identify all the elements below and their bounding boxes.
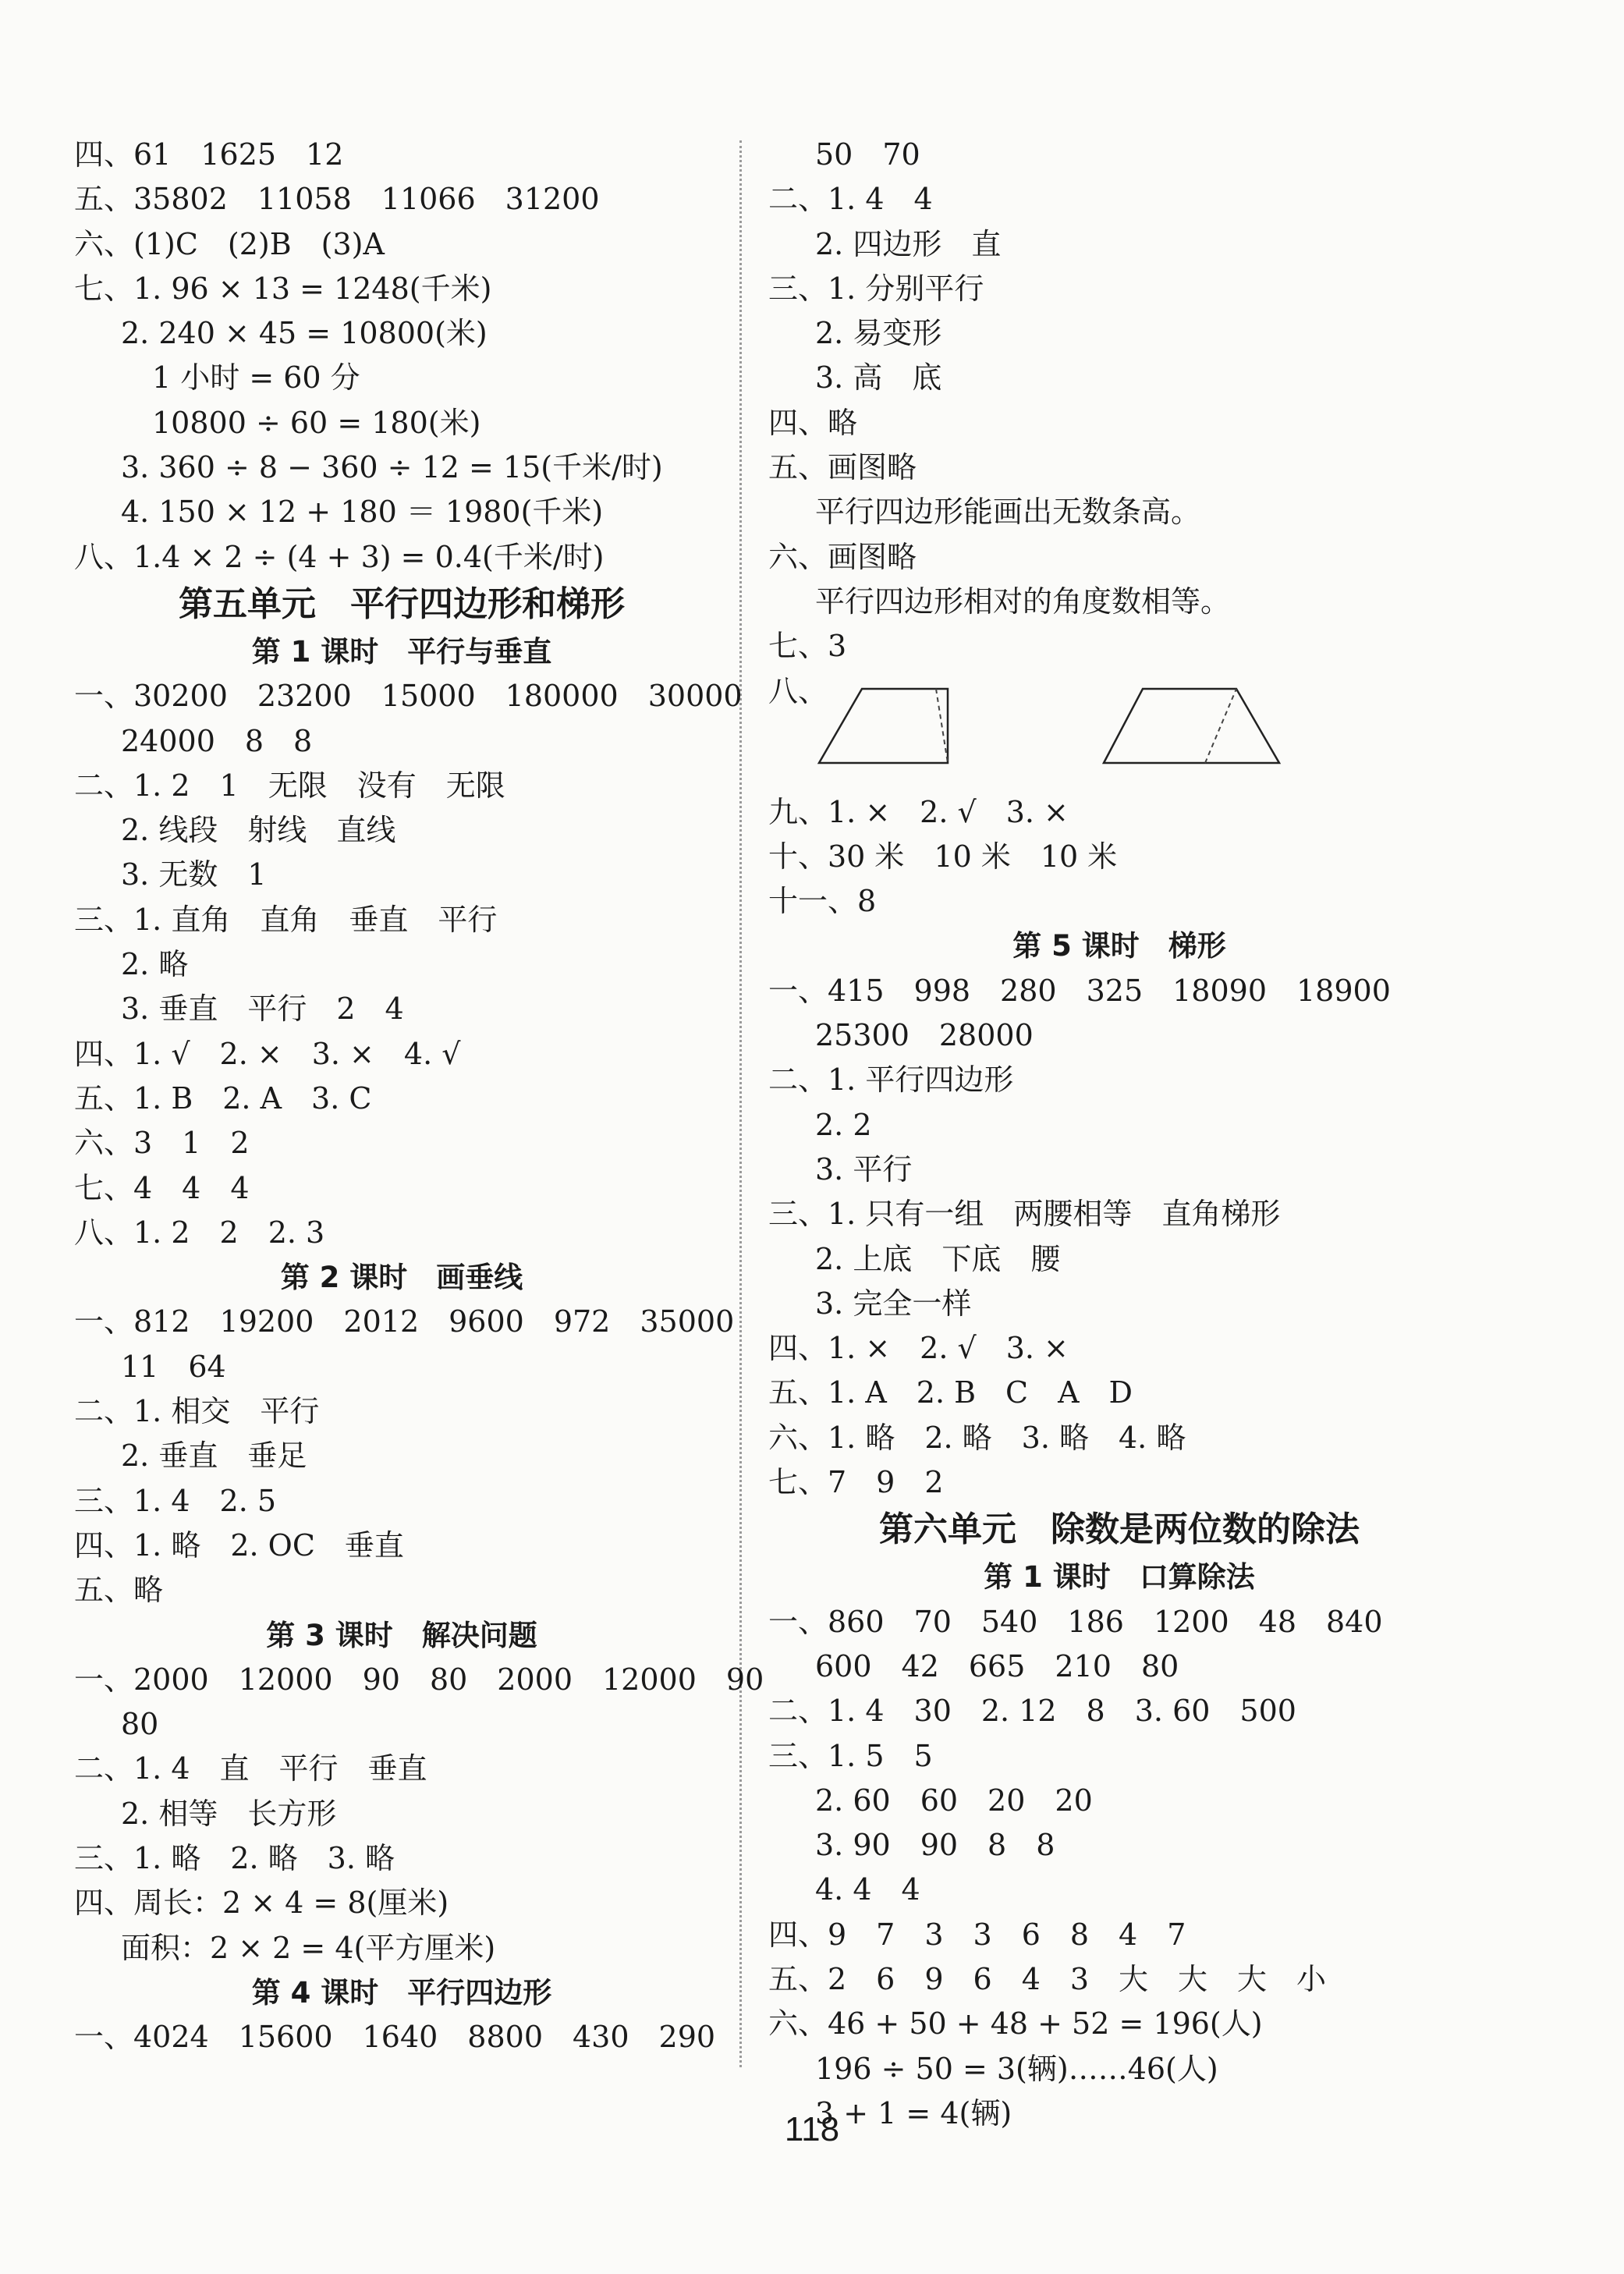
- answer-line: 七、1. 96 × 13 = 1248(千米): [74, 271, 492, 306]
- answer-line: 3. 90 90 8 8: [815, 1828, 1055, 1863]
- answer-line: 十一、8: [768, 884, 877, 919]
- lesson-heading: 第 3 课时 解决问题: [266, 1618, 537, 1652]
- page-number: 118: [784, 2110, 840, 2148]
- answer-line: 1 小时 = 60 分: [152, 360, 360, 396]
- answer-line: 五、1. B 2. A 3. C: [74, 1080, 372, 1116]
- answer-line: 196 ÷ 50 = 3(辆)……46(人): [815, 2051, 1218, 2086]
- answer-line: 一、812 19200 2012 9600 972 35000: [74, 1304, 735, 1339]
- lesson-heading: 第 1 课时 口算除法: [984, 1560, 1255, 1595]
- answer-line: 4. 4 4: [815, 1872, 920, 1907]
- answer-line: 四、61 1625 12: [74, 137, 344, 172]
- left-column: [74, 133, 764, 2059]
- column-divider: [739, 140, 742, 2067]
- answer-line: 一、4024 15600 1640 8800 430 290: [74, 2020, 716, 2055]
- answer-line: 2. 60 60 20 20: [815, 1783, 1093, 1818]
- answer-line: 2. 线段 射线 直线: [121, 813, 396, 848]
- parallelogram-shape: [819, 689, 948, 763]
- answer-line: 2. 相等 长方形: [121, 1796, 337, 1831]
- answer-line: 四、周长：2 × 4 = 8(厘米): [74, 1886, 449, 1921]
- answer-line: 600 42 665 210 80: [815, 1648, 1179, 1683]
- answer-line: 3. 360 ÷ 8 − 360 ÷ 12 = 15(千米/时): [121, 450, 663, 485]
- unit-heading: 第六单元 除数是两位数的除法: [879, 1509, 1360, 1550]
- answer-line: 3. 完全一样: [815, 1286, 972, 1321]
- answer-line: 二、1. 4 直 平行 垂直: [74, 1751, 427, 1786]
- answer-line: 11 64: [121, 1349, 226, 1384]
- answer-line: 八、: [768, 673, 828, 708]
- answer-line: 五、1. A 2. B C A D: [768, 1375, 1133, 1410]
- trapezoid-shape: [1104, 689, 1279, 763]
- answer-line: 五、略: [74, 1573, 164, 1608]
- figure-row: [768, 669, 1470, 790]
- answer-line: 五、35802 11058 11066 31200: [74, 182, 600, 217]
- shapes-figure: [768, 669, 1470, 790]
- answer-line: 二、1. 2 1 无限 没有 无限: [74, 768, 505, 803]
- answer-line: 4. 150 × 12 + 180 ＝ 1980(千米): [121, 495, 604, 530]
- answer-line: 一、2000 12000 90 80 2000 12000 90: [74, 1662, 764, 1697]
- answer-line: 80: [121, 1707, 159, 1742]
- answer-line: 九、1. × 2. √ 3. ×: [768, 794, 1069, 829]
- answer-line: 2. 240 × 45 = 10800(米): [121, 316, 488, 351]
- answer-line: 2. 上底 下底 腰: [815, 1241, 1061, 1276]
- answer-line: 3. 垂直 平行 2 4: [121, 992, 404, 1027]
- answer-line: 四、1. × 2. √ 3. ×: [768, 1331, 1069, 1366]
- answer-line: 三、1. 4 2. 5: [74, 1483, 277, 1518]
- answer-line: 一、860 70 540 186 1200 48 840: [768, 1604, 1383, 1639]
- answer-line: 3. 平行: [815, 1151, 913, 1187]
- answer-line: 四、1. √ 2. × 3. × 4. √: [74, 1036, 461, 1071]
- answer-line: 2. 易变形: [815, 316, 942, 351]
- answer-line: 三、1. 5 5: [768, 1738, 933, 1773]
- answer-line: 八、1. 2 2 2. 3: [74, 1215, 325, 1250]
- answer-line: 2. 四边形 直: [815, 226, 1002, 261]
- answer-line: 2. 垂直 垂足: [121, 1439, 307, 1474]
- answer-line: 3. 高 底: [815, 360, 942, 396]
- answer-line: 八、1.4 × 2 ÷ (4 + 3) = 0.4(千米/时): [74, 539, 605, 574]
- answer-line: 四、略: [768, 405, 858, 440]
- answer-line: 七、3: [768, 629, 847, 664]
- answer-line: 24000 8 8: [121, 723, 313, 758]
- answer-line: 五、画图略: [768, 450, 917, 485]
- answer-line: 2. 略: [121, 947, 189, 982]
- answer-line: 三、1. 分别平行: [768, 271, 984, 306]
- answer-line: 2. 2: [815, 1107, 872, 1142]
- answer-line: 平行四边形相对的角度数相等。: [815, 584, 1231, 619]
- right-column: [768, 133, 1470, 2136]
- unit-heading: 第五单元 平行四边形和梯形: [179, 584, 625, 624]
- answer-line: 七、7 9 2: [768, 1465, 944, 1500]
- answer-line: 四、9 7 3 3 6 8 4 7: [768, 1917, 1186, 1952]
- answer-line: 三、1. 直角 直角 垂直 平行: [74, 902, 498, 937]
- lesson-heading: 第 5 课时 梯形: [1012, 929, 1226, 963]
- answer-line: 二、1. 4 4: [768, 182, 933, 217]
- answer-line: 一、30200 23200 15000 180000 30000: [74, 679, 743, 714]
- answer-line: 一、415 998 280 325 18090 18900: [768, 973, 1391, 1008]
- answer-line: 五、2 6 9 6 4 3 大 大 大 小: [768, 1961, 1327, 1996]
- answer-line: 25300 28000: [815, 1018, 1034, 1053]
- answer-line: 十、30 米 10 米 10 米: [768, 839, 1118, 874]
- answer-line: 六、1. 略 2. 略 3. 略 4. 略: [768, 1420, 1186, 1455]
- answer-line: 四、1. 略 2. OC 垂直: [74, 1527, 404, 1563]
- answer-line: 二、1. 平行四边形: [768, 1063, 1014, 1098]
- answer-line: 七、4 4 4: [74, 1170, 250, 1205]
- answer-line: 面积：2 × 2 = 4(平方厘米): [121, 1930, 496, 1965]
- answer-line: 3 + 1 = 4(辆): [815, 2095, 1012, 2130]
- answer-line: 三、1. 略 2. 略 3. 略: [74, 1840, 395, 1875]
- answer-line: 三、1. 只有一组 两腰相等 直角梯形: [768, 1197, 1281, 1232]
- answer-line: 平行四边形能画出无数条高。: [815, 495, 1201, 530]
- answer-line: 50 70: [815, 137, 920, 172]
- lesson-heading: 第 4 课时 平行四边形: [251, 1975, 552, 2010]
- answer-line: 六、3 1 2: [74, 1126, 250, 1161]
- answer-line: 六、(1)C (2)B (3)A: [74, 226, 385, 261]
- answer-line: 二、1. 4 30 2. 12 8 3. 60 500: [768, 1694, 1296, 1729]
- answer-line: 六、画图略: [768, 539, 917, 574]
- answer-line: 3. 无数 1: [121, 857, 267, 892]
- answer-line: 二、1. 相交 平行: [74, 1394, 320, 1429]
- lesson-heading: 第 2 课时 画垂线: [280, 1261, 523, 1295]
- lesson-heading: 第 1 课时 平行与垂直: [251, 634, 552, 669]
- answer-line: 10800 ÷ 60 = 180(米): [152, 405, 481, 440]
- answer-line: 六、46 + 50 + 48 + 52 = 196(人): [768, 2006, 1263, 2042]
